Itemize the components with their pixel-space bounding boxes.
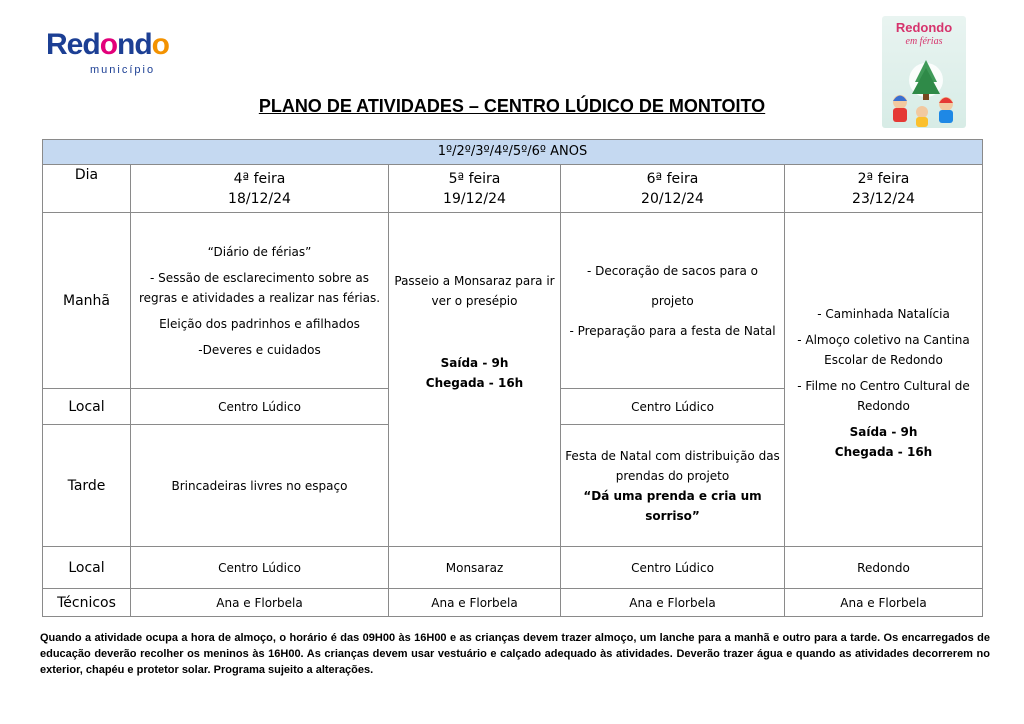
d1-tecnicos: Ana e Florbela (131, 589, 389, 617)
column-header-dia: Dia (43, 165, 131, 213)
d1-morning-activities: “Diário de férias” - Sessão de esclarecimento sobre as regras e atividades a realizar nas férias. Eleição dos padrinhos e afilhados -Deveres e cuidados (131, 213, 389, 389)
d3-local: Centro Lúdico (561, 389, 785, 425)
d3-tecnicos: Ana e Florbela (561, 589, 785, 617)
local-row-2 (43, 547, 983, 589)
day-header: 4ª feira 18/12/24 (131, 165, 389, 213)
d3-local-2: Centro Lúdico (561, 547, 785, 589)
d2-day-activities: Passeio a Monsaraz para ir ver o presépio Saída - 9h Chegada - 16h (389, 213, 561, 547)
activity-plan-table (42, 139, 983, 617)
row-label-local: Local (43, 389, 131, 425)
d1-local-2: Centro Lúdico (131, 547, 389, 589)
footer-note: Quando a atividade ocupa a hora de almoço, o horário é das 09H00 às 16H00 e as crianças devem trazer almoço, um lanche para a manhã e outro para a tarde. Os encarregados de educação deverão recolher os meninos às 16H00. As crianças devem usar vestuário e calçado adequado às atividades. Deverão trazer água e quando as atividades decorrerem no exterior, chapéu e protetor solar. Programa sujeito a alterações. (40, 632, 990, 676)
row-label-tecnicos: Técnicos (43, 589, 131, 617)
day-header: 5ª feira 19/12/24 (389, 165, 561, 213)
d2-local-2: Monsaraz (389, 547, 561, 589)
d4-local-2: Redondo (785, 547, 983, 589)
logo-subtitle: município (90, 64, 156, 76)
row-label-manha: Manhã (43, 213, 131, 389)
d3-morning-activities: - Decoração de sacos para o projeto - Preparação para a festa de Natal (561, 213, 785, 389)
day-header: 2ª feira 23/12/24 (785, 165, 983, 213)
d4-day-activities: - Caminhada Natalícia - Almoço coletivo na Cantina Escolar de Redondo - Filme no Centro Cultural de Redondo Saída - 9h Chegada - 16h (785, 213, 983, 547)
grade-band: 1º/2º/3º/4º/5º/6º ANOS (43, 140, 983, 165)
row-label-local-2: Local (43, 547, 131, 589)
poster-title: Redondo (895, 20, 953, 35)
d1-afternoon: Brincadeiras livres no espaço (131, 425, 389, 547)
grade-band-row (43, 140, 983, 165)
d2-tecnicos: Ana e Florbela (389, 589, 561, 617)
d3-afternoon: Festa de Natal com distribuição das prendas do projeto “Dá uma prenda e cria um sorriso” (561, 425, 785, 547)
day-header-row (43, 165, 983, 213)
morning-row (43, 213, 983, 389)
logo-wordmark: Redondo (46, 28, 169, 61)
day-header: 6ª feira 20/12/24 (561, 165, 785, 213)
redondo-municipio-logo (46, 28, 186, 78)
d4-tecnicos: Ana e Florbela (785, 589, 983, 617)
poster-subtitle: em férias (905, 36, 943, 47)
page-title: PLANO DE ATIVIDADES – CENTRO LÚDICO DE MONTOITO (258, 96, 766, 116)
row-label-tarde: Tarde (43, 425, 131, 547)
tecnicos-row (43, 589, 983, 617)
d1-local: Centro Lúdico (131, 389, 389, 425)
